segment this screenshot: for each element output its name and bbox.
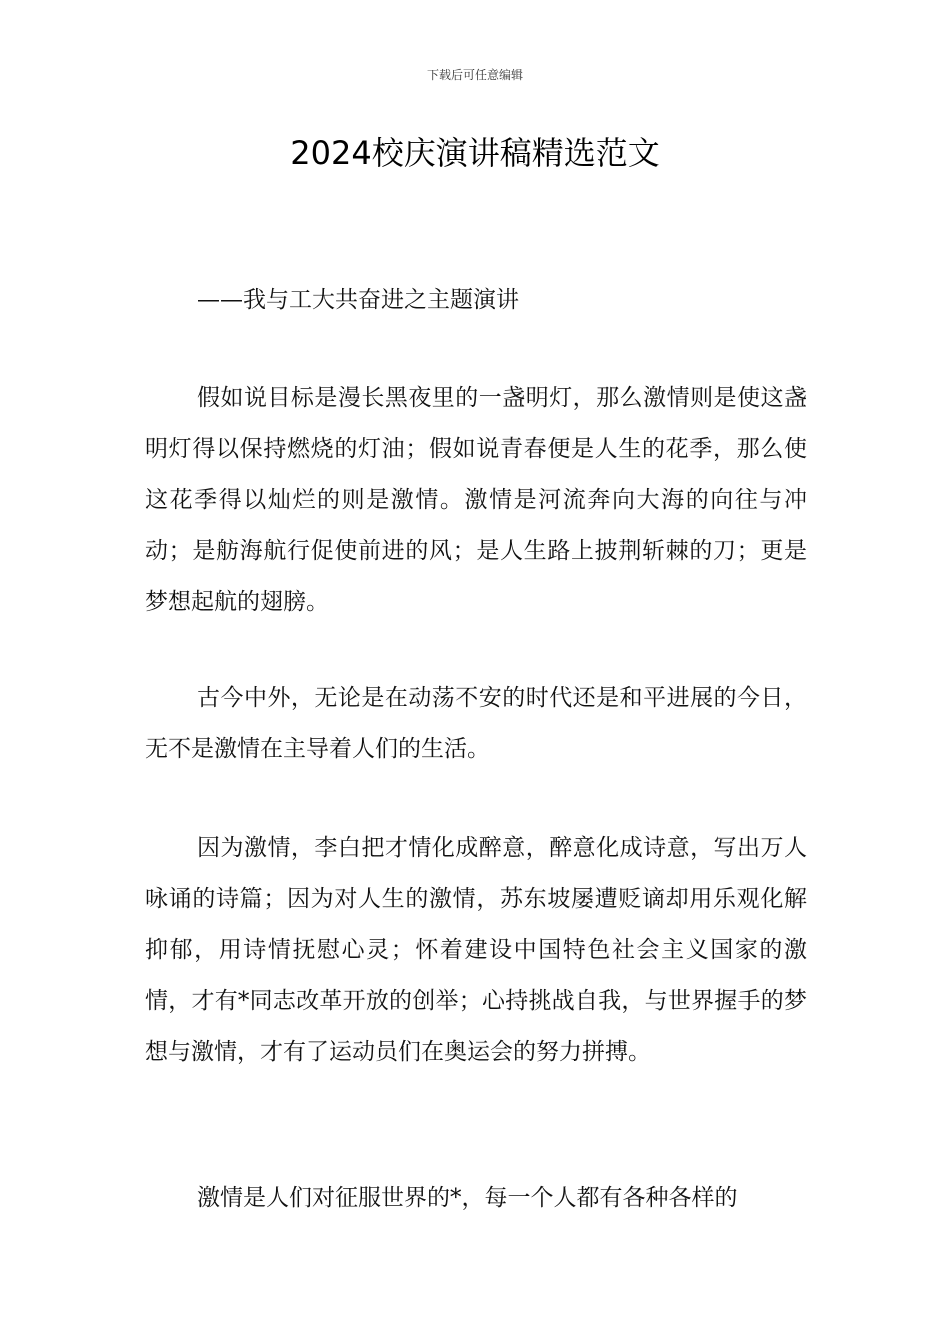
- paragraph-1: 假如说目标是漫长黑夜里的一盏明灯，那么激情则是使这盏明灯得以保持燃烧的灯油；假如说青春便是人生的花季，那么使这花季得以灿烂的则是激情。激情是河流奔向大海的向往与冲动；是舫海航行促使前进的风；是人生路上披荆斩棘的刀；更是梦想起航的翅膀。: [145, 385, 807, 615]
- document-title: 2024校庆演讲稿精选范文: [290, 134, 660, 172]
- header-note: 下载后可任意编辑: [426, 68, 523, 82]
- paragraph-3: 因为激情，李白把才情化成醉意，醉意化成诗意，写出万人咏诵的诗篇；因为对人生的激情，苏东坡屡遭贬谪却用乐观化解抑郁，用诗情抚慰心灵；怀着建设中国特色社会主义国家的激情，才有*同志改革开放的创举；心持挑战自我，与世界握手的梦想与激情，才有了运动员们在奥运会的努力拼搏。: [145, 835, 807, 1065]
- paragraph-2: 古今中外，无论是在动荡不安的时代还是和平进展的今日，无不是激情在主导着人们的生活。: [145, 685, 807, 762]
- document-subtitle: ——我与工大共奋进之主题演讲: [197, 287, 519, 313]
- paragraph-4: 激情是人们对征服世界的*，每一个人都有各种各样的: [197, 1185, 738, 1211]
